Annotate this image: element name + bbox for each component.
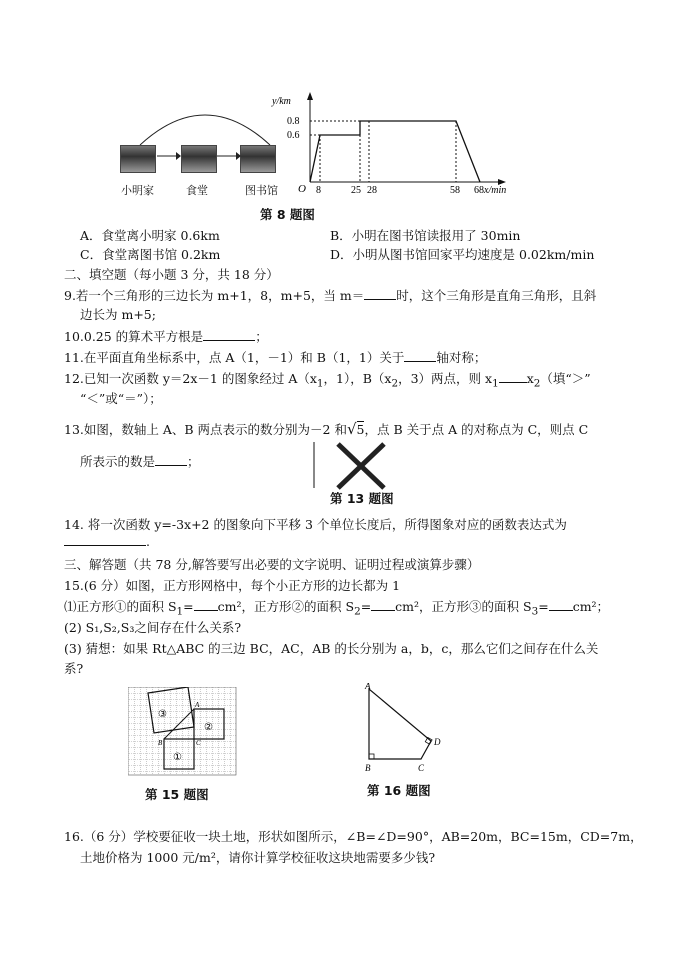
q13-line2 bbox=[80, 452, 200, 470]
q9-text-a: 9.若一个三角形的三边长为 m+1，8，m+5，当 m＝ bbox=[64, 288, 365, 303]
q13-caption: 第 13 题图 bbox=[330, 491, 394, 506]
q12-blank bbox=[499, 370, 527, 383]
point-b-label: B bbox=[365, 763, 371, 773]
q8-option-c: C．食堂离图书馆 0.2km bbox=[80, 247, 221, 262]
q15-blank-2 bbox=[371, 598, 395, 611]
q12-sub1: 1 bbox=[316, 377, 324, 390]
q15-p1-sub3: 3 bbox=[531, 605, 539, 618]
q15-p1-eq1: = bbox=[183, 599, 194, 614]
point-c-label: C bbox=[196, 739, 201, 747]
q13-figure bbox=[310, 440, 390, 490]
q14-blank bbox=[64, 533, 146, 546]
arrow-icon bbox=[216, 151, 241, 161]
fig8-caption: 第 8 题图 bbox=[260, 207, 315, 222]
point-c-label: C bbox=[418, 763, 425, 773]
q15-title: 15.(6 分）如图，正方形网格中，每个小正方形的边长都为 1 bbox=[64, 578, 401, 593]
q12-text-f: “＜”或“＝”）； bbox=[80, 391, 162, 406]
q9-blank bbox=[364, 287, 396, 300]
point-a-label: A bbox=[195, 701, 200, 709]
q11 bbox=[64, 348, 486, 366]
point-d-label: D bbox=[434, 737, 441, 747]
square-3-label: ③ bbox=[158, 709, 167, 720]
q12-text-c: ，3）两点，则 x bbox=[398, 371, 493, 386]
q15-figure bbox=[128, 687, 238, 777]
q10-text-a: 10.0.25 的算术平方根是 bbox=[64, 329, 204, 344]
x-tick-68: 68 bbox=[474, 185, 484, 196]
q15-p1-text-a: ⑴正方形①的面积 S bbox=[64, 599, 177, 614]
sqrt-symbol: √ bbox=[346, 420, 357, 438]
q15-caption: 第 15 题图 bbox=[145, 787, 209, 802]
arrow-icon bbox=[156, 151, 181, 161]
q13-text-a: 13.如图，数轴上 A、B 两点表示的数分别为－2 和 bbox=[64, 422, 347, 437]
q12 bbox=[64, 369, 591, 390]
q10-text-b: ； bbox=[255, 329, 268, 344]
q8-option-a: A．食堂离小明家 0.6km bbox=[80, 228, 220, 243]
q10 bbox=[64, 327, 268, 345]
q11-text-a: 11.在平面直角坐标系中，点 A（1，－1）和 B（1，1）关于 bbox=[64, 350, 405, 365]
square-2-label: ② bbox=[204, 722, 213, 733]
x-axis-label: x/min bbox=[484, 185, 507, 196]
x-tick-8: 8 bbox=[316, 185, 321, 196]
square-1-label: ① bbox=[173, 752, 182, 763]
q9-text-c: 边长为 m+5; bbox=[80, 307, 156, 322]
q13 bbox=[64, 420, 588, 438]
x-tick-58: 58 bbox=[450, 185, 460, 196]
q15-part2: (2) S₁,S₂,S₃之间存在什么关系? bbox=[64, 620, 242, 635]
q15-part3-a: (3) 猜想：如果 Rt△ABC 的三边 BC，AC，AB 的长分别为 a，b，c，那么它们之间存在什么关 bbox=[64, 641, 599, 656]
origin-label: O bbox=[298, 183, 306, 195]
house-photo bbox=[120, 145, 156, 173]
point-b-label: B bbox=[158, 739, 163, 747]
q12-text-d: x bbox=[526, 371, 534, 386]
q9 bbox=[64, 286, 596, 304]
q15-p1-eq2: = bbox=[360, 599, 372, 614]
q12-text-e: （填“＞” bbox=[540, 371, 591, 386]
distance-time-graph bbox=[270, 90, 520, 200]
q15-p1-text-g: cm²； bbox=[572, 599, 610, 614]
q15-blank-1 bbox=[194, 598, 218, 611]
y-tick-0.6: 0.6 bbox=[287, 130, 300, 141]
x-tick-25: 25 bbox=[351, 185, 361, 196]
q13-text-b: ，点 B 关于点 A 的对称点为 C，则点 C bbox=[364, 422, 589, 437]
q8-option-b: B．小明在图书馆读报用了 30min bbox=[330, 228, 521, 243]
q12-sub4: 2 bbox=[533, 377, 541, 390]
q13-text-d: ； bbox=[187, 454, 200, 469]
q8-option-d: D．小明从图书馆回家平均速度是 0.02km/min bbox=[330, 247, 595, 262]
sqrt-radicand: 5 bbox=[356, 422, 365, 437]
q11-blank bbox=[404, 349, 436, 362]
q15-p1-text-c: cm²，正方形②的面积 S bbox=[217, 599, 355, 614]
q11-text-b: 轴对称； bbox=[436, 350, 487, 365]
q12-sub2: 2 bbox=[391, 377, 399, 390]
q14-text-b: . bbox=[146, 534, 150, 549]
q12-text-b: ，1），B（x bbox=[323, 371, 392, 386]
canteen-photo bbox=[181, 145, 217, 173]
q16-figure bbox=[355, 683, 445, 778]
q15-part3-b: 系? bbox=[64, 661, 84, 676]
q15-blank-3 bbox=[549, 598, 573, 611]
q16-text-line1: 16.（6 分）学校要征收一块土地，形状如图所示，∠B=∠D=90°，AB=20m，BC=15m，CD=7m， bbox=[64, 829, 643, 844]
q9-text-b: 时，这个三角形是直角三角形，且斜 bbox=[396, 288, 597, 303]
place-home-label: 小明家 bbox=[121, 184, 154, 197]
x-tick-28: 28 bbox=[367, 185, 377, 196]
q12-sub3: 1 bbox=[492, 377, 499, 390]
q12-text-a: 12.已知一次函数 y＝2x－1 的图象经过 A（x bbox=[64, 371, 317, 386]
fig8-arc bbox=[130, 105, 280, 150]
q16-caption: 第 16 题图 bbox=[367, 783, 431, 798]
q16-text-line2: 土地价格为 1000 元/m²，请你计算学校征收这块地需要多少钱? bbox=[80, 850, 436, 865]
section3-heading: 三、解答题（共 78 分,解答要写出必要的文字说明、证明过程或演算步骤） bbox=[64, 557, 480, 572]
q15-p1-eq3: = bbox=[538, 599, 549, 614]
y-tick-0.8: 0.8 bbox=[287, 116, 300, 127]
q13-blank bbox=[155, 453, 187, 466]
q15-p1-sub1: 1 bbox=[176, 605, 184, 618]
q13-text-c: 所表示的数是 bbox=[80, 454, 156, 469]
q14-text-a: 14. 将一次函数 y=-3x+2 的图象向下平移 3 个单位长度后，所得图象对应的函数表达式为 bbox=[64, 517, 567, 532]
point-a-label: A bbox=[365, 683, 371, 691]
q15-part1 bbox=[64, 597, 609, 618]
q15-p1-text-e: cm²，正方形③的面积 S bbox=[395, 599, 532, 614]
place-canteen-label: 食堂 bbox=[186, 184, 208, 197]
q14-line2 bbox=[64, 533, 150, 549]
place-library-label: 图书馆 bbox=[245, 184, 278, 197]
q10-blank bbox=[203, 328, 255, 341]
q15-p1-sub2: 2 bbox=[354, 605, 361, 618]
y-axis-label: y/km bbox=[272, 96, 291, 107]
section2-heading: 二、填空题（每小题 3 分，共 18 分） bbox=[64, 267, 279, 282]
